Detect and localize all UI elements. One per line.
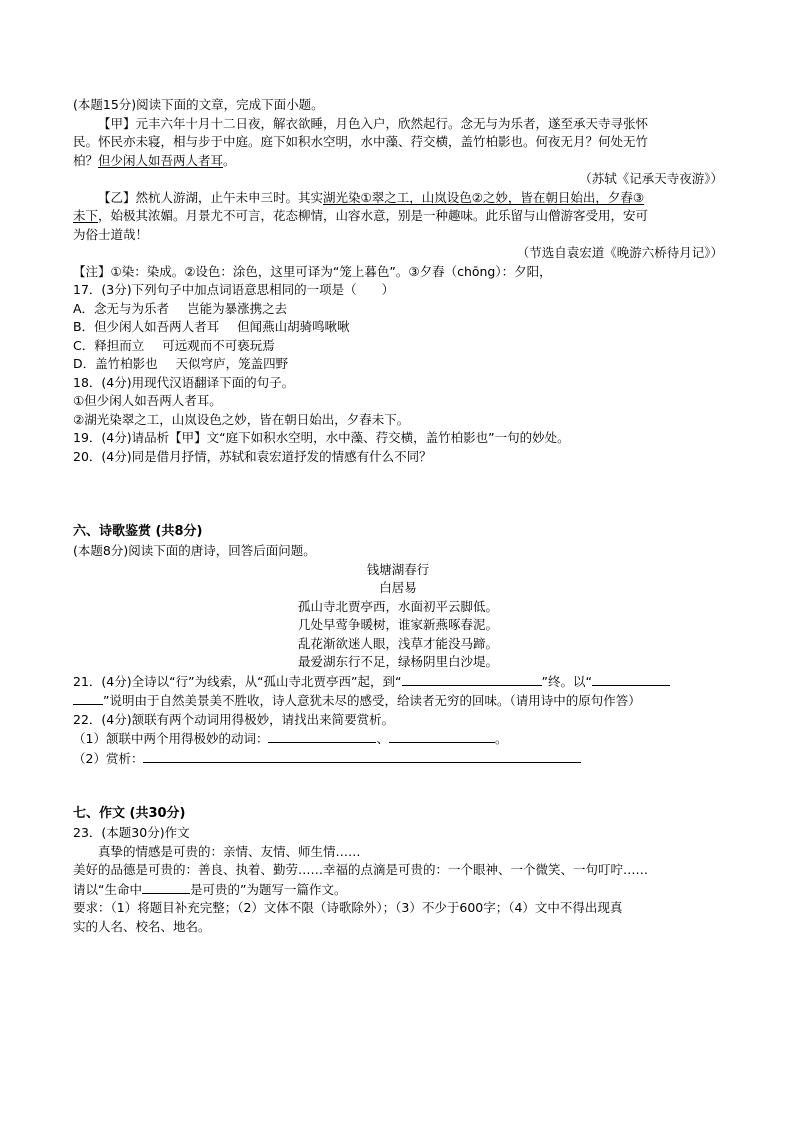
essay-requirements: 实的人名、校名、地名。 — [73, 918, 211, 934]
poem-line: 乱花渐欲迷人眼，浅草才能没马蹄。 — [297, 635, 498, 651]
question-22-1 — [73, 729, 723, 749]
question-21-cont — [73, 691, 723, 711]
poem-author: 白居易 — [379, 580, 417, 595]
essay-prompt: 美好的品德是可贵的：善良、执着、勤劳……幸福的点滴是可贵的：一个眼神、一个微笑、一句叮咛…… — [73, 862, 649, 877]
question-23: 23．(本题30分)作文 — [73, 825, 190, 840]
poem-line: 孤山寺北贾亭西，水面初平云脚低。 — [297, 598, 498, 614]
text: （2）赏析： — [73, 750, 144, 766]
answer-blank[interactable] — [143, 749, 581, 763]
q18-item: ①但少闲人如吾两人者耳。 — [73, 393, 222, 408]
question-17: 17．(3分)下列句子中加点词语意思相同的一项是（ ） — [73, 282, 395, 297]
passage-jia-line: 【甲】元丰六年十月十二日夜，解衣欲睡，月色入户，欣然起行。念无与为乐者，遂至承天寺寻张怀 — [98, 115, 649, 131]
q15-intro: (本题15分)阅读下面的文章，完成下面小题。 — [73, 97, 324, 112]
essay-prompt — [73, 880, 723, 900]
text: 。 — [223, 152, 236, 168]
question-19: 19．(4分)请品析【甲】文“庭下如积水空明，水中藻、荇交横，盖竹柏影也”一句的妙处。 — [73, 430, 570, 445]
text: ，始极其浓媚。月景尤不可言，花态柳情，山容水意，别是一种趣味。此乐留与山僧游客受用，安可 — [98, 208, 649, 223]
text: 。 — [494, 731, 508, 746]
text: 、 — [376, 731, 389, 746]
underlined-sentence: 但少闲人如吾两人者耳 — [98, 152, 224, 168]
text: （1）颔联中两个用得极妙的动词： — [73, 731, 269, 746]
text: ”说明由于自然美景美不胜收，诗人意犹未尽的感受，给读者无穷的回味。（请用诗中的原句作答） — [103, 693, 641, 708]
answer-blank[interactable] — [592, 672, 670, 686]
text: 【乙】然杭人游湖，止午未申三时。其实 — [98, 189, 324, 205]
question-22-2 — [73, 749, 723, 769]
answer-blank[interactable] — [73, 691, 103, 705]
exam-page — [73, 96, 723, 936]
essay-requirements: 要求：（1）将题目补充完整；（2）文体不限（诗歌除外）；（3）不少于600字；（4）文中不得出现真 — [73, 900, 623, 915]
q17-option — [73, 337, 723, 356]
question-22: 22．(4分)颔联有两个动词用得极妙，请找出来简要赏析。 — [73, 711, 395, 727]
text: 21．(4分)全诗以“行”为线索，从“孤山寺北贾亭西”起，到“ — [73, 673, 402, 689]
text: 是可贵的”为题写一篇作文。 — [189, 881, 347, 897]
option-left: D．盖竹柏影也 — [73, 356, 158, 371]
section-6-intro: (本题8分)阅读下面的唐诗，回答后面问题。 — [73, 543, 316, 558]
option-left: C．释担而立 — [73, 337, 145, 353]
section-6-title: 六、诗歌鉴赏 (共8分) — [73, 524, 203, 539]
question-18: 18．(4分)用现代汉语翻译下面的句子。 — [73, 374, 295, 390]
essay-prompt: 真挚的情感是可贵的：亲情、友情、师生情…… — [98, 843, 361, 859]
answer-blank[interactable] — [389, 729, 495, 743]
passage-yi-line: 为俗士道哉！ — [73, 226, 149, 242]
passage-yi-line — [73, 189, 723, 208]
poem-line: 几处早莺争暖树，谁家新燕啄春泥。 — [297, 617, 498, 632]
q17-option — [73, 300, 723, 319]
option-left: B．但少闲人如吾两人者耳 — [73, 319, 220, 334]
option-left: A．念无与为乐者 — [73, 300, 170, 316]
poem-line: 最爱湖东行不足，绿杨阴里白沙堤。 — [297, 654, 498, 669]
text: 柏？ — [73, 152, 99, 168]
passage-jia-source: （苏轼《记承天寺夜游》） — [579, 171, 723, 186]
title-blank[interactable] — [142, 880, 190, 894]
question-20: 20．(4分)同是借月抒情，苏轼和袁宏道抒发的情感有什么不同？ — [73, 448, 432, 464]
underlined-sentence: 未下 — [73, 208, 99, 223]
text: ”终。以“ — [541, 673, 592, 689]
text: 请以“生命中 — [73, 881, 142, 897]
q17-option — [73, 318, 723, 337]
answer-blank[interactable] — [268, 729, 376, 743]
passage-jia-line — [73, 152, 723, 171]
passage-yi-line — [73, 207, 723, 226]
passage-jia-line: 民。怀民亦未寝，相与步于中庭。庭下如积水空明，水中藻、荇交横，盖竹柏影也。何夜无月？何处无竹 — [73, 134, 649, 149]
underlined-sentence: 湖光染①翠之工，山岚设色②之妙，皆在朝日始出，夕舂③ — [323, 189, 645, 205]
question-21 — [73, 672, 723, 692]
section-7-title: 七、作文 (共30分) — [73, 806, 186, 821]
passage-yi-source: （节选自袁宏道《晚游六桥待月记》） — [516, 245, 723, 260]
annotation-note: 【注】①染：染成。②设色：涂色，这里可译为“笼上暮色”。③夕舂（chōng）：夕阳， — [73, 263, 552, 279]
q18-item: ②湖光染翠之工，山岚设色之妙，皆在朝日始出，夕舂未下。 — [73, 411, 410, 427]
option-right: 天似穹庐，笼盖四野 — [175, 356, 289, 371]
answer-blank[interactable] — [402, 672, 542, 686]
poem-title: 钱塘湖春行 — [366, 561, 430, 577]
option-right: 但闻燕山胡骑鸣啾啾 — [237, 319, 350, 334]
q17-option — [73, 355, 723, 374]
option-right: 岂能为暴涨携之去 — [187, 300, 288, 316]
option-right: 可远观而不可亵玩焉 — [162, 337, 275, 353]
